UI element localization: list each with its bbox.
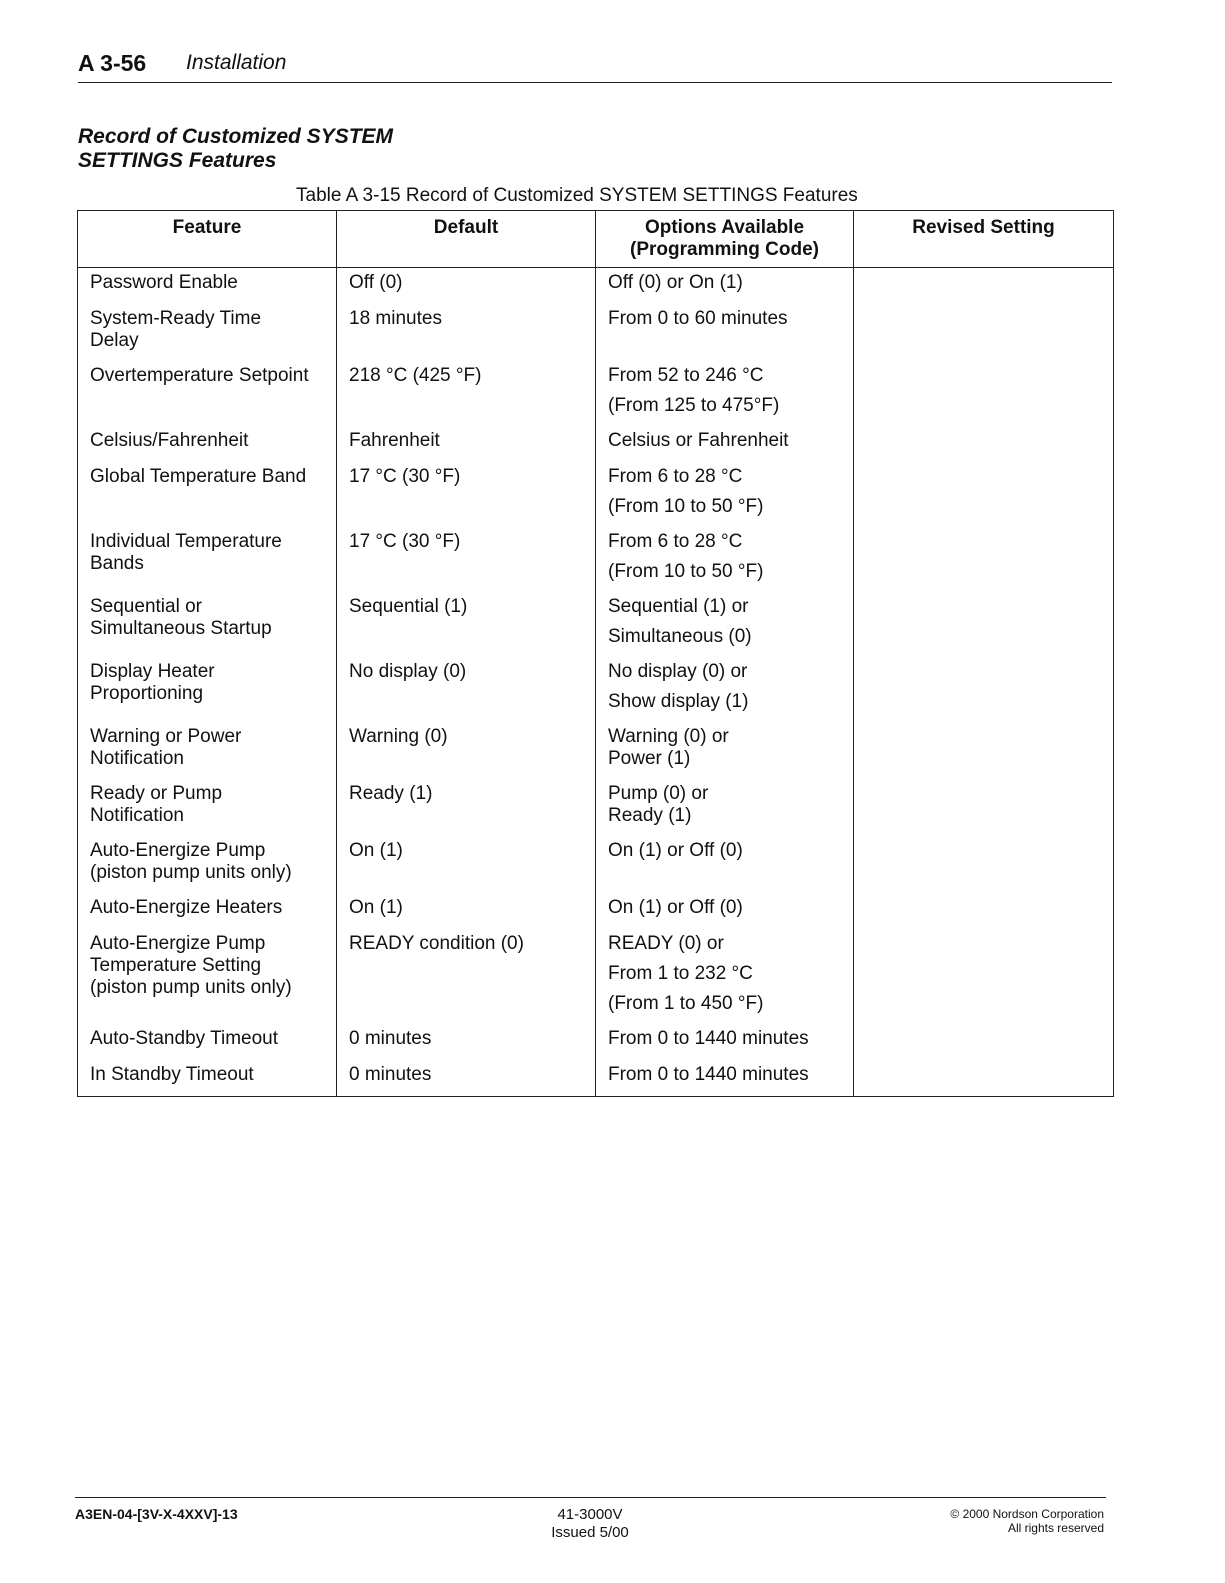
default-cell-line: No display (0) xyxy=(349,660,467,682)
default-cell xyxy=(337,929,596,1024)
options-cell-line: Show display (1) xyxy=(608,690,749,712)
default-cell-line: 0 minutes xyxy=(349,1063,432,1085)
default-cell-line: 0 minutes xyxy=(349,1027,432,1049)
options-cell xyxy=(596,304,854,361)
options-cell-line: Pump (0) or xyxy=(608,782,709,804)
default-cell xyxy=(337,426,596,462)
column-header-default: Default xyxy=(337,211,596,268)
table-row xyxy=(78,462,1114,527)
default-cell-line: Ready (1) xyxy=(349,782,433,804)
feature-cell xyxy=(78,893,337,929)
options-cell-line: From 1 to 232 °C xyxy=(608,962,753,984)
options-cell-line: (From 10 to 50 °F) xyxy=(608,495,764,517)
options-cell xyxy=(596,592,854,657)
options-cell xyxy=(596,722,854,779)
chapter-title: Installation xyxy=(186,51,287,74)
default-cell xyxy=(337,836,596,893)
table-caption: Table A 3-15 Record of Customized SYSTEM SETTINGS Features xyxy=(296,185,858,206)
options-cell xyxy=(596,268,854,304)
feature-cell xyxy=(78,1060,337,1097)
options-cell xyxy=(596,929,854,1024)
part-number: 41-3000V xyxy=(557,1506,623,1523)
default-cell-line: Fahrenheit xyxy=(349,429,440,451)
options-cell xyxy=(596,1024,854,1060)
feature-cell xyxy=(78,779,337,836)
default-cell xyxy=(337,657,596,722)
options-cell xyxy=(596,426,854,462)
feature-cell xyxy=(78,1024,337,1060)
feature-cell-line: Notification xyxy=(90,747,184,769)
options-cell-line: (From 10 to 50 °F) xyxy=(608,560,764,582)
table-row xyxy=(78,592,1114,657)
options-cell-line: From 52 to 246 °C xyxy=(608,364,764,386)
default-cell-line: Sequential (1) xyxy=(349,595,468,617)
feature-cell-line: Auto-Energize Heaters xyxy=(90,896,283,918)
feature-cell-line: Delay xyxy=(90,329,139,351)
copyright-line: © 2000 Nordson Corporation xyxy=(950,1507,1104,1521)
table-row xyxy=(78,1060,1114,1097)
table-row xyxy=(78,836,1114,893)
feature-cell-line: Global Temperature Band xyxy=(90,465,307,487)
revised-setting-cell xyxy=(854,722,1114,779)
default-cell xyxy=(337,462,596,527)
revised-setting-cell xyxy=(854,527,1114,592)
page-number: A 3-56 xyxy=(78,50,147,76)
feature-cell xyxy=(78,268,337,304)
default-cell-line: 17 °C (30 °F) xyxy=(349,465,461,487)
document-info xyxy=(495,1506,685,1542)
feature-cell-line: Auto-Standby Timeout xyxy=(90,1027,278,1049)
revised-setting-cell xyxy=(854,893,1114,929)
feature-cell xyxy=(78,304,337,361)
feature-cell-line: Ready or Pump xyxy=(90,782,223,804)
default-cell-line: 18 minutes xyxy=(349,307,442,329)
options-cell-line: (From 1 to 450 °F) xyxy=(608,992,764,1014)
revised-setting-cell xyxy=(854,657,1114,722)
feature-cell-line: Auto-Energize Pump xyxy=(90,839,266,861)
options-cell-line: From 0 to 1440 minutes xyxy=(608,1027,809,1049)
table-row xyxy=(78,893,1114,929)
table-row xyxy=(78,929,1114,1024)
options-cell-line: No display (0) or xyxy=(608,660,748,682)
column-header-options-line: (Programming Code) xyxy=(630,239,819,260)
options-cell-line: From 6 to 28 °C xyxy=(608,530,743,552)
feature-cell xyxy=(78,657,337,722)
feature-cell xyxy=(78,426,337,462)
feature-cell-line: Temperature Setting xyxy=(90,954,262,976)
options-cell xyxy=(596,657,854,722)
table-row xyxy=(78,426,1114,462)
revised-setting-cell xyxy=(854,592,1114,657)
default-cell-line: Off (0) xyxy=(349,272,403,293)
options-cell-line: Sequential (1) or xyxy=(608,595,749,617)
default-cell xyxy=(337,722,596,779)
revised-setting-cell xyxy=(854,426,1114,462)
page-header xyxy=(78,48,1112,83)
options-cell-line: From 0 to 1440 minutes xyxy=(608,1063,809,1085)
options-cell-line: READY (0) or xyxy=(608,932,724,954)
page-footer xyxy=(75,1497,1106,1548)
table-row xyxy=(78,361,1114,426)
feature-cell xyxy=(78,722,337,779)
revised-setting-cell xyxy=(854,836,1114,893)
copyright-notice xyxy=(950,1507,1104,1535)
issue-date: Issued 5/00 xyxy=(551,1524,629,1541)
revised-setting-cell xyxy=(854,361,1114,426)
column-header-options xyxy=(596,211,854,268)
feature-cell-line: (piston pump units only) xyxy=(90,861,292,883)
feature-cell-line: Password Enable xyxy=(90,272,238,293)
options-cell-line: Simultaneous (0) xyxy=(608,625,752,647)
options-cell-line: On (1) or Off (0) xyxy=(608,839,743,861)
options-cell xyxy=(596,779,854,836)
feature-cell xyxy=(78,361,337,426)
revised-setting-cell xyxy=(854,462,1114,527)
options-cell-line: (From 125 to 475°F) xyxy=(608,394,780,416)
table-row xyxy=(78,527,1114,592)
options-cell xyxy=(596,462,854,527)
options-cell-line: Ready (1) xyxy=(608,804,692,826)
rights-line: All rights reserved xyxy=(1007,1521,1104,1535)
feature-cell-line: Simultaneous Startup xyxy=(90,617,272,639)
options-cell xyxy=(596,893,854,929)
default-cell xyxy=(337,779,596,836)
feature-cell xyxy=(78,929,337,1024)
default-cell-line: Warning (0) xyxy=(349,725,448,747)
feature-cell-line: Bands xyxy=(90,552,144,574)
default-cell-line: 218 °C (425 °F) xyxy=(349,364,482,386)
default-cell xyxy=(337,1060,596,1097)
feature-cell xyxy=(78,592,337,657)
feature-cell xyxy=(78,836,337,893)
revised-setting-cell xyxy=(854,779,1114,836)
feature-cell-line: (piston pump units only) xyxy=(90,976,292,998)
default-cell xyxy=(337,592,596,657)
table-row xyxy=(78,722,1114,779)
section-title-line: SETTINGS Features xyxy=(78,149,277,172)
feature-cell-line: System-Ready Time xyxy=(90,307,262,329)
options-cell-line: Off (0) or On (1) xyxy=(608,272,743,293)
options-cell-line: Celsius or Fahrenheit xyxy=(608,429,789,451)
default-cell xyxy=(337,1024,596,1060)
column-header-revised: Revised Setting xyxy=(854,211,1114,268)
document-code: A3EN-04-[3V-X-4XXV]-13 xyxy=(75,1506,238,1522)
default-cell xyxy=(337,893,596,929)
feature-cell-line: Warning or Power xyxy=(90,725,242,747)
options-cell-line: Warning (0) or xyxy=(608,725,729,747)
default-cell xyxy=(337,304,596,361)
table-header-row xyxy=(78,211,1114,268)
feature-cell-line: Individual Temperature xyxy=(90,530,282,552)
revised-setting-cell xyxy=(854,1024,1114,1060)
feature-cell-line: Overtemperature Setpoint xyxy=(90,364,309,386)
options-cell xyxy=(596,1060,854,1097)
default-cell-line: 17 °C (30 °F) xyxy=(349,530,461,552)
feature-cell-line: Notification xyxy=(90,804,184,826)
feature-cell-line: Celsius/Fahrenheit xyxy=(90,429,249,451)
section-title xyxy=(78,125,393,173)
default-cell-line: On (1) xyxy=(349,896,403,918)
table-row xyxy=(78,1024,1114,1060)
revised-setting-cell xyxy=(854,1060,1114,1097)
options-cell xyxy=(596,361,854,426)
default-cell xyxy=(337,361,596,426)
options-cell xyxy=(596,527,854,592)
options-cell xyxy=(596,836,854,893)
table-row xyxy=(78,304,1114,361)
options-cell-line: From 6 to 28 °C xyxy=(608,465,743,487)
feature-cell-line: Display Heater xyxy=(90,660,215,682)
feature-cell-line: Proportioning xyxy=(90,682,204,704)
default-cell xyxy=(337,268,596,304)
revised-setting-cell xyxy=(854,268,1114,304)
default-cell-line: READY condition (0) xyxy=(349,932,524,954)
revised-setting-cell xyxy=(854,929,1114,1024)
column-header-options-line: Options Available xyxy=(644,217,805,238)
settings-table xyxy=(77,210,1114,1097)
feature-cell-line: In Standby Timeout xyxy=(90,1063,254,1085)
feature-cell xyxy=(78,527,337,592)
column-header-feature: Feature xyxy=(78,211,337,268)
default-cell-line: On (1) xyxy=(349,839,403,861)
feature-cell xyxy=(78,462,337,527)
default-cell xyxy=(337,527,596,592)
table-row xyxy=(78,268,1114,304)
options-cell-line: From 0 to 60 minutes xyxy=(608,307,788,329)
options-cell-line: On (1) or Off (0) xyxy=(608,896,743,918)
table-body xyxy=(78,268,1114,1097)
table-row xyxy=(78,657,1114,722)
revised-setting-cell xyxy=(854,304,1114,361)
feature-cell-line: Auto-Energize Pump xyxy=(90,932,266,954)
section-title-line: Record of Customized SYSTEM xyxy=(78,125,394,148)
table-row xyxy=(78,779,1114,836)
feature-cell-line: Sequential or xyxy=(90,595,202,617)
options-cell-line: Power (1) xyxy=(608,747,691,769)
